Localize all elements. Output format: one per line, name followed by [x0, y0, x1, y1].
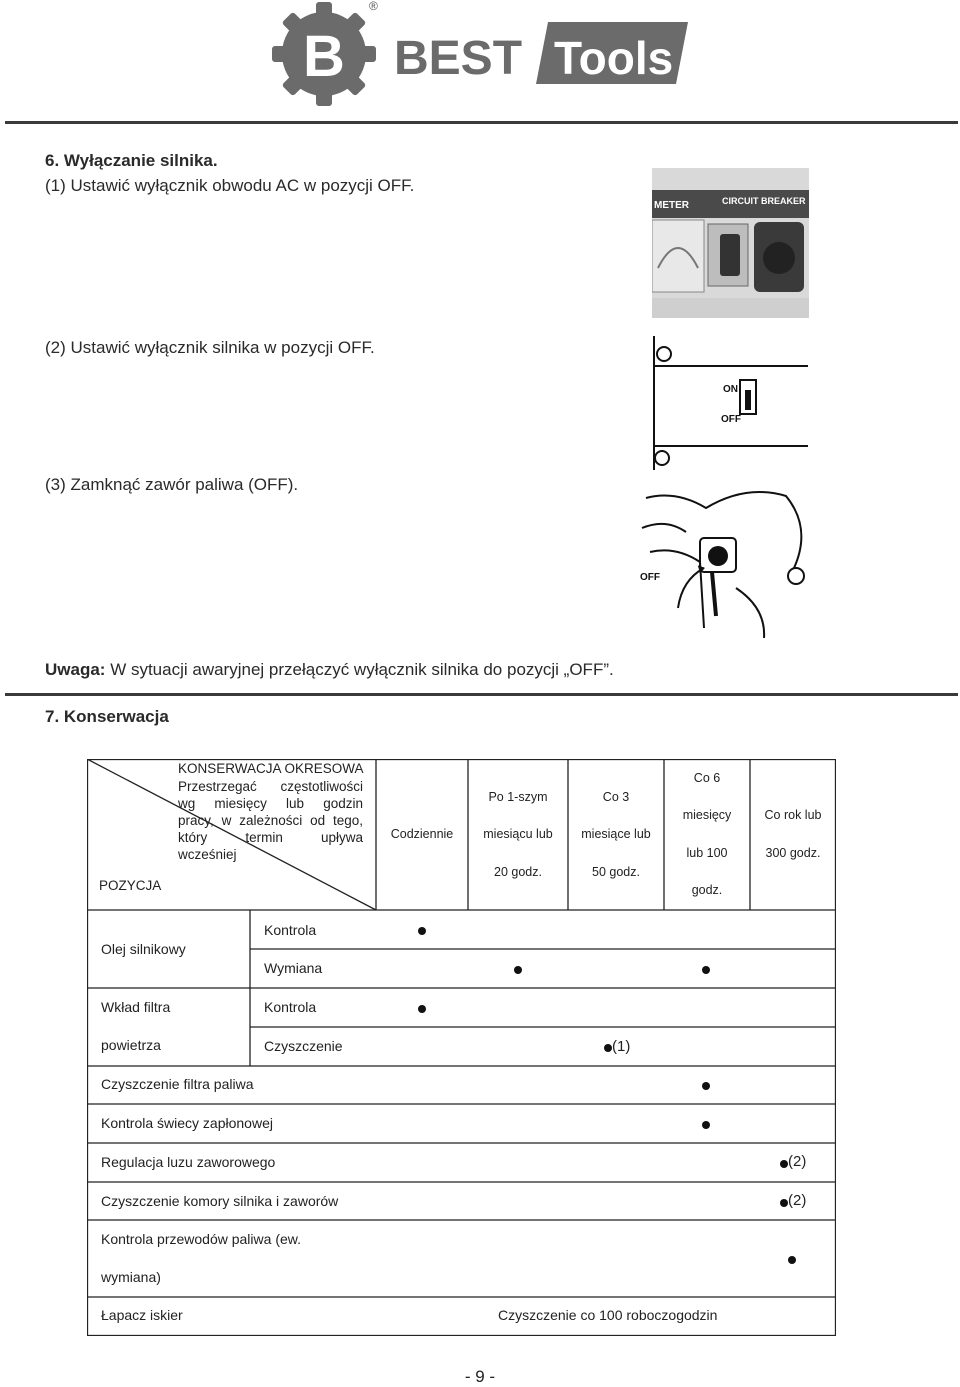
dot-chamber-year [780, 1199, 788, 1207]
logo-letter: B [303, 24, 345, 89]
header-6m-line4: godz. [691, 883, 723, 897]
section7-title: 7. Konserwacja [45, 707, 169, 726]
row-fuel-filter: Czyszczenie filtra paliwa [101, 1076, 254, 1092]
header-okresowa-title: KONSERWACJA OKRESOWA [178, 761, 364, 776]
step2-text: (2) Ustawić wyłącznik silnika w pozycji OFF. [45, 338, 375, 357]
row-fuel-lines1: Kontrola przewodów paliwa (ew. [101, 1231, 301, 1247]
dot-valve-year [780, 1160, 788, 1168]
fig2-label-off: OFF [721, 414, 741, 425]
circuit-breaker-photo [652, 168, 809, 318]
row-oil-check: Kontrola [264, 922, 317, 938]
dot-oil-change-6m [702, 966, 710, 974]
dot-oil-check-daily [418, 927, 426, 935]
header-6m-line1: Co 6 [693, 771, 721, 785]
dot-fuel-lines-year [788, 1256, 796, 1264]
header-year-line1: Co rok lub [764, 808, 822, 822]
header-1m-line3: 20 godz. [494, 865, 542, 879]
header-year-line2: 300 godz. [765, 846, 821, 860]
dot-spark-6m [702, 1121, 710, 1129]
header-pozycja: POZYCJA [99, 878, 162, 893]
row-air-check: Kontrola [264, 999, 317, 1015]
dot-air-check-daily [418, 1005, 426, 1013]
chamber-note: (2) [788, 1192, 807, 1209]
best-tools-logo [272, 0, 692, 108]
header-3m-line1: Co 3 [602, 790, 630, 804]
logo-word-best: BEST [394, 32, 523, 85]
header-1m-line1: Po 1-szym [488, 790, 548, 804]
row-spark-arrester: Łapacz iskier [101, 1307, 183, 1323]
row-valve: Regulacja luzu zaworowego [101, 1154, 276, 1170]
fig3-label-off: OFF [640, 572, 660, 583]
row-oil-label: Olej silnikowy [101, 941, 186, 957]
arrester-note: Czyszczenie co 100 roboczogodzin [498, 1307, 718, 1323]
header-3m-line3: 50 godz. [592, 865, 640, 879]
header-rule [5, 121, 958, 124]
header-1m-line2: miesiącu lub [483, 827, 553, 841]
okresowa-line: Przestrzegać częstotliwości [178, 779, 363, 794]
row-air-clean: Czyszczenie [264, 1038, 343, 1054]
fig1-label-breaker: CIRCUIT BREAKER [722, 196, 806, 206]
note-text: W sytuacji awaryjnej przełączyć wyłącznik silnika do pozycji „OFF”. [105, 660, 614, 679]
header-6m-line2: miesięcy [682, 808, 732, 822]
row-chamber: Czyszczenie komory silnika i zaworów [101, 1193, 339, 1209]
note-label: Uwaga: [45, 660, 106, 679]
registered-mark: ® [369, 0, 378, 13]
okresowa-line: wcześniej [178, 847, 237, 862]
emergency-note [45, 660, 614, 680]
row-oil-change: Wymiana [264, 960, 323, 976]
row-fuel-lines2: wymiana) [101, 1269, 161, 1285]
dot-fuel-filter-6m [702, 1082, 710, 1090]
dot-air-clean-3m [604, 1044, 612, 1052]
air-clean-note: (1) [612, 1038, 631, 1055]
header-daily: Codziennie [390, 827, 454, 841]
header-3m-line2: miesiące lub [581, 827, 651, 841]
step3-text: (3) Zamknąć zawór paliwa (OFF). [45, 475, 299, 494]
section-rule [5, 693, 958, 696]
dot-oil-change-1m [514, 966, 522, 974]
page-number: - 9 - [464, 1367, 496, 1386]
okresowa-line: który termin upływa [178, 830, 363, 845]
fig1-label-meter: METER [654, 200, 689, 211]
row-air-label2: powietrza [101, 1037, 161, 1053]
step1-text: (1) Ustawić wyłącznik obwodu AC w pozycji OFF. [45, 176, 415, 195]
row-spark-plug: Kontrola świecy zapłonowej [101, 1115, 273, 1131]
engine-switch-drawing [650, 336, 810, 472]
fig2-label-on: ON [723, 384, 738, 395]
valve-note: (2) [788, 1153, 807, 1170]
fuel-valve-drawing [636, 488, 812, 638]
okresowa-line: wg miesięcy lub godzin [178, 796, 363, 811]
okresowa-line: pracy, w zależności od tego, [178, 813, 363, 828]
header-okresowa-desc [178, 778, 363, 863]
logo-word-tools: Tools [554, 32, 674, 84]
row-air-label1: Wkład filtra [101, 999, 171, 1015]
section6-title: 6. Wyłączanie silnika. [45, 151, 218, 170]
header-6m-line3: lub 100 [686, 846, 728, 860]
